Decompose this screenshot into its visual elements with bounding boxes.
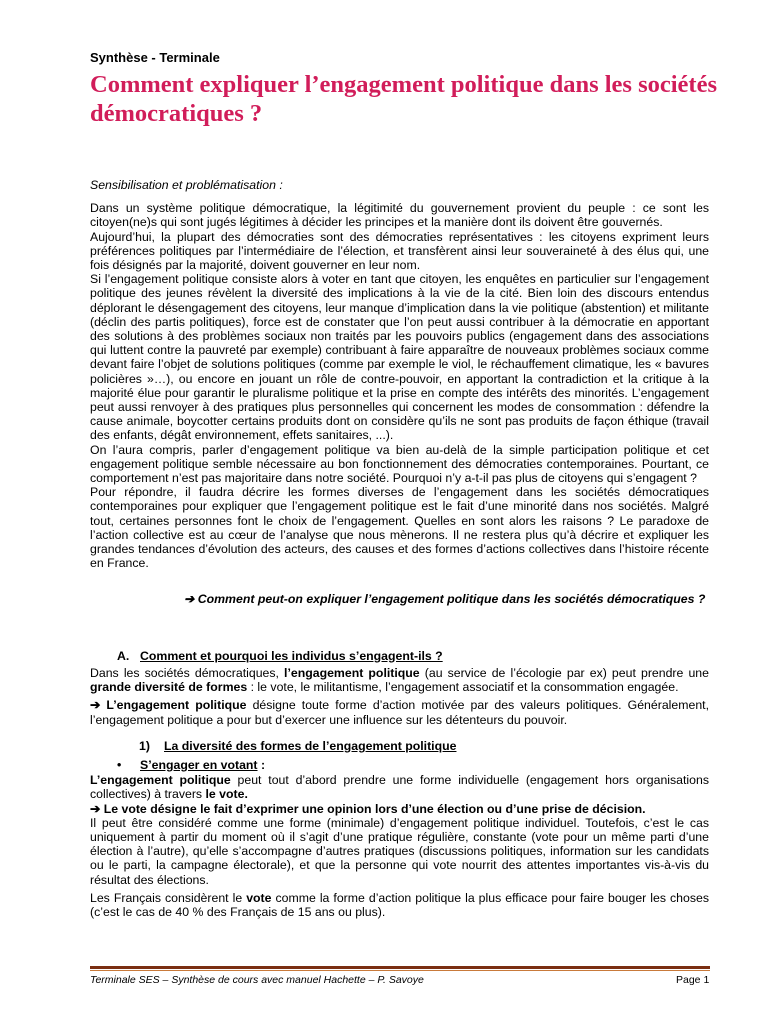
vote-paragraph	[90, 891, 709, 919]
intro-paragraph: Dans un système politique démocratique, la légitimité du gouvernement provient du peuple : ce sont les citoyen(ne)s qui sont jugés légitimes à décider les principes et la manière dont ils doivent être gouvernés.	[90, 201, 709, 230]
intro-section	[90, 201, 709, 570]
intro-heading: Sensibilisation et problématisation :	[90, 178, 283, 192]
footer-divider	[90, 966, 710, 969]
section-a-letter: A.	[117, 648, 130, 663]
vote-definition	[90, 802, 709, 816]
problematic-question: ➔ Comment peut-on expliquer l’engagement politique dans les sociétés démocratiques ?	[184, 592, 706, 607]
text-run: peut tout d’abord prendre une forme individuelle (engagement hors organisations collectives) à travers	[90, 773, 709, 802]
text-run: : le vote, le militantisme, l’engagement associatif et la consommation engagée.	[247, 680, 679, 695]
section-a-title: Comment et pourquoi les individus s’engagent-ils ?	[140, 648, 443, 663]
document-body	[90, 178, 709, 919]
text-run: (au service de l’écologie par ex) peut prendre une	[419, 665, 709, 680]
text-run: désigne toute forme d’action motivée par des valeurs politiques. Généralement, l’engagement politique a pour but d’exercer une influence sur les détenteurs du pouvoir.	[90, 698, 709, 727]
bold-term: ➔ L’engagement politique	[90, 698, 247, 713]
bullet-vote-heading	[117, 758, 709, 772]
text-run: Les Français considèrent le	[90, 890, 247, 905]
vote-paragraph	[90, 773, 709, 801]
bold-term: L’engagement politique	[90, 773, 231, 788]
text-run: :	[257, 757, 266, 772]
intro-paragraph: Pour répondre, il faudra décrire les formes diverses de l’engagement dans les sociétés démocratiques contemporaines pour expliquer que l’engagement politique est le fait d’une minorité dans nos sociétés. Malgré tout, certaines personnes font le choix de l’engagement. Quelles en sont alors les raisons ? Le paradoxe de l’action collective est au cœur de l’analyse que nous mènerons. Il ne restera plus qu’à décrire et expliquer les grandes tendances d’évolution des acteurs, des causes et des formes d’actions collectives dans l’histoire récente en France.	[90, 485, 709, 571]
bold-term: vote	[246, 890, 272, 905]
intro-paragraph: On l’aura compris, parler d’engagement politique va bien au-delà de la simple participation politique et cet engagement politique semble nécessaire au bon fonctionnement des démocraties contemporaines. Pourtant, ce comportement n’est pas majoritaire dans notre société. Pourquoi n’y a-t-il pas plus de citoyens qui s’engagent ?	[90, 442, 709, 486]
intro-paragraph: Si l’engagement politique consiste alors à voter en tant que citoyen, les enquêtes en particulier sur l’engagement politique des jeunes révèlent la diversité des implications à la vie de la cité. Bien loin des discours entendus déplorant le désengagement des citoyens, leur manque d’implication dans la vie politique (abstention) et militante (déclin des partis politiques), force est de constater que l’on peut aussi contribuer à la démocratie en apportant des solutions à des problèmes sociaux non traités par les pouvoirs publics (engagement dans des associations qui luttent contre la pauvreté par exemple) contribuant à faire apparaître de nouveaux problèmes sociaux comme devant faire l’objet de solutions politiques (comme par exemple le viol, le réchauffement climatique, les « bavures policières »…), ou encore en jouant un rôle de contre-pouvoir, en apportant la contradiction et la critique à la majorité élue pour garantir le pluralisme politique et la prise en compte des intérêts des minorités. L’engagement peut aussi renvoyer à des pratiques plus personnelles qui concernent les modes de consommation : défendre la cause animale, boycotter certains produits dont on considère qu’ils ne sont pas produits de façon éthique (travail des enfants, dégât environnement, effets sanitaires, ...).	[90, 272, 709, 443]
vote-paragraph: Il peut être considéré comme une forme (minimale) d’engagement politique individuel. Toutefois, c’est le cas uniquement à partir du moment où il s’agit d’une pratique régulière, constante (vote pour un même parti d’une élection à l’autre), qu’elle s’accompagne d’autres pratiques (discussions politiques, information sur les candidats ou le parti, la campagne électorale), et que la personne qui vote nourrit des attentes importantes vis-à-vis du résultat des élections.	[90, 815, 709, 887]
bullet-icon: •	[117, 757, 122, 772]
text-run: Dans les sociétés démocratiques,	[90, 665, 285, 680]
document-title: Comment expliquer l’engagement politique dans les sociétés démocratiques ?	[90, 71, 717, 127]
footer-divider-accent	[90, 970, 710, 971]
bold-term: le vote.	[205, 787, 248, 802]
page-number: Page 1	[676, 974, 710, 986]
document-header-label: Synthèse - Terminale	[90, 50, 220, 65]
bold-term: ➔ Le vote désigne le fait d’exprimer une opinion lors d’une élection ou d’une prise de décision.	[90, 801, 646, 816]
footer-text: Terminale SES – Synthèse de cours avec manuel Hachette – P. Savoye	[90, 974, 424, 986]
bold-term: l’engagement politique	[284, 665, 420, 680]
subsection-1-heading	[139, 739, 709, 753]
subsection-1-title: La diversité des formes de l’engagement politique	[164, 738, 457, 753]
bullet-vote-title: S’engager en votant	[140, 757, 258, 772]
section-a-heading	[117, 649, 709, 663]
bold-term: grande diversité de formes	[90, 680, 248, 695]
text-run: comme la forme d’action politique la plus efficace pour faire bouger les choses (c’est le cas de 40 % des Français de 15 ans ou plus).	[90, 890, 709, 919]
definition-engagement	[90, 698, 709, 726]
subsection-1-number: 1)	[139, 738, 150, 753]
intro-paragraph: Aujourd’hui, la plupart des démocraties sont des démocraties représentatives : les citoyens expriment leurs préférences politiques par l’intermédiaire de l’élection, et transfèrent ainsi leur souveraineté à des élus qui, une fois désignés par la majorité, doivent gouverner en leur nom.	[90, 229, 709, 273]
section-a-paragraph	[90, 666, 709, 694]
